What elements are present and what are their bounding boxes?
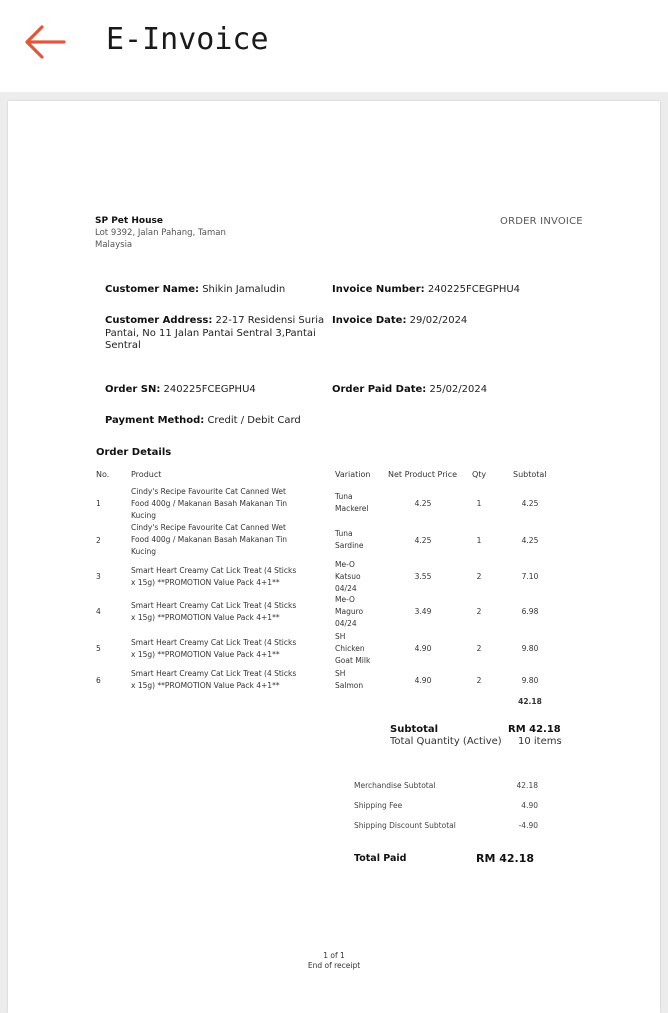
- row-qty: 1: [476, 536, 482, 545]
- order-details-title: Order Details: [96, 447, 172, 458]
- product-line: x 15g) **PROMOTION Value Pack 4+1**: [131, 681, 280, 690]
- shipping-fee-label: Shipping Fee: [354, 801, 403, 810]
- row-product: [131, 486, 331, 522]
- variation-line: Maguro: [335, 607, 364, 616]
- row-qty: 2: [476, 607, 482, 616]
- row-product: [131, 522, 331, 558]
- subtotal-label: Subtotal: [390, 724, 439, 735]
- paid-date-field: [332, 384, 487, 397]
- product-line: x 15g) **PROMOTION Value Pack 4+1**: [131, 650, 280, 659]
- row-product: [131, 600, 331, 624]
- payment-method: Credit / Debit Card: [207, 415, 301, 426]
- row-variation: [335, 491, 369, 515]
- row-product: [131, 565, 331, 589]
- row-subtotal: 7.10: [521, 572, 539, 581]
- merchandise-subtotal-value: 42.18: [516, 781, 538, 790]
- row-variation: [335, 668, 363, 692]
- customer-name: Shikin Jamaludin: [202, 284, 286, 295]
- invoice-number: 240225FCEGPHU4: [427, 284, 521, 295]
- customer-address-line: 22-17 Residensi Suria: [215, 315, 325, 326]
- customer-name-label: Customer Name:: [105, 284, 199, 295]
- row-no: 6: [96, 676, 101, 685]
- row-price: 4.25: [414, 499, 432, 508]
- customer-address-field: [105, 315, 330, 353]
- payment-method-label: Payment Method:: [105, 415, 205, 426]
- product-line: Smart Heart Creamy Cat Lick Treat (4 Sticks: [131, 601, 297, 610]
- col-header-subtotal: Subtotal: [513, 470, 547, 479]
- invoice-number-field: [332, 284, 520, 297]
- row-variation: [335, 528, 364, 552]
- col-header-product: Product: [131, 470, 162, 479]
- row-price: 4.25: [414, 536, 432, 545]
- payment-method-field: [105, 415, 301, 428]
- row-qty: 2: [476, 644, 482, 653]
- product-line: Food 400g / Makanan Basah Makanan Tin: [131, 499, 288, 508]
- col-header-variation: Variation: [335, 470, 371, 479]
- product-line: Smart Heart Creamy Cat Lick Treat (4 Sticks: [131, 669, 297, 678]
- row-qty: 1: [476, 499, 482, 508]
- variation-line: Salmon: [335, 681, 364, 690]
- page-number: 1 of 1: [323, 951, 345, 960]
- order-sn-field: [105, 384, 256, 397]
- row-product: [131, 637, 331, 661]
- row-subtotal: 4.25: [521, 499, 539, 508]
- row-price: 4.90: [414, 676, 432, 685]
- invoice-date: 29/02/2024: [409, 315, 468, 326]
- variation-line: 04/24: [335, 619, 357, 628]
- product-line: Smart Heart Creamy Cat Lick Treat (4 Sticks: [131, 566, 297, 575]
- row-qty: 2: [476, 572, 482, 581]
- paid-date: 25/02/2024: [429, 384, 488, 395]
- product-line: x 15g) **PROMOTION Value Pack 4+1**: [131, 613, 280, 622]
- seller-address-line: Lot 9392, Jalan Pahang, Taman: [95, 228, 226, 238]
- back-button[interactable]: [20, 22, 70, 62]
- product-line: Kucing: [131, 547, 157, 556]
- variation-line: SH: [335, 632, 346, 641]
- order-sn: 240225FCEGPHU4: [163, 384, 256, 395]
- document-type: ORDER INVOICE: [500, 216, 583, 227]
- invoice-number-label: Invoice Number:: [332, 284, 425, 295]
- row-subtotal: 9.80: [521, 644, 539, 653]
- shipping-discount-label: Shipping Discount Subtotal: [354, 821, 456, 830]
- variation-line: 04/24: [335, 584, 357, 593]
- product-line: Cindy's Recipe Favourite Cat Canned Wet: [131, 523, 286, 532]
- row-no: 2: [96, 536, 101, 545]
- row-no: 4: [96, 607, 101, 616]
- variation-line: Tuna: [335, 492, 353, 501]
- variation-line: Sardine: [335, 541, 364, 550]
- variation-line: Goat Milk: [335, 656, 371, 665]
- total-paid-value: RM 42.18: [476, 852, 535, 865]
- items-column-total: 42.18: [518, 697, 542, 706]
- customer-address-line: Pantai, No 11 Jalan Pantai Sentral 3,Pantai: [105, 327, 316, 339]
- total-quantity-value: 10 items: [518, 736, 562, 747]
- page-title: E-Invoice: [106, 22, 269, 57]
- variation-line: Mackerel: [335, 504, 369, 513]
- receipt-footer: [284, 951, 384, 971]
- row-price: 3.55: [414, 572, 432, 581]
- merchandise-subtotal-label: Merchandise Subtotal: [354, 781, 436, 790]
- subtotal-value: RM 42.18: [508, 724, 561, 735]
- shipping-fee-value: 4.90: [521, 801, 538, 810]
- row-no: 1: [96, 499, 101, 508]
- variation-line: Chicken: [335, 644, 365, 653]
- variation-line: SH: [335, 669, 346, 678]
- row-variation: [335, 594, 363, 630]
- variation-line: Me-O: [335, 560, 355, 569]
- product-line: Food 400g / Makanan Basah Makanan Tin: [131, 535, 288, 544]
- product-line: Smart Heart Creamy Cat Lick Treat (4 Sticks: [131, 638, 297, 647]
- row-qty: 2: [476, 676, 482, 685]
- variation-line: Tuna: [335, 529, 353, 538]
- row-subtotal: 9.80: [521, 676, 539, 685]
- customer-address-label: Customer Address:: [105, 315, 213, 326]
- col-header-qty: Qty: [472, 470, 487, 479]
- customer-name-field: [105, 284, 285, 297]
- arrow-left-icon: [20, 22, 70, 62]
- row-no: 3: [96, 572, 101, 581]
- row-variation: [335, 559, 361, 595]
- row-variation: [335, 631, 370, 667]
- row-no: 5: [96, 644, 101, 653]
- end-of-receipt: End of receipt: [307, 961, 361, 970]
- col-header-price: Net Product Price: [388, 470, 458, 479]
- invoice-date-label: Invoice Date:: [332, 315, 407, 326]
- paid-date-label: Order Paid Date:: [332, 384, 427, 395]
- row-subtotal: 6.98: [521, 607, 539, 616]
- shipping-discount-value: -4.90: [518, 821, 538, 830]
- row-subtotal: 4.25: [521, 536, 539, 545]
- row-price: 4.90: [414, 644, 432, 653]
- invoice-date-field: [332, 315, 467, 328]
- invoice-document: [8, 101, 660, 1013]
- seller-name: SP Pet House: [95, 216, 163, 226]
- variation-line: Katsuo: [335, 572, 361, 581]
- variation-line: Me-O: [335, 595, 355, 604]
- order-sn-label: Order SN:: [105, 384, 161, 395]
- row-price: 3.49: [414, 607, 432, 616]
- seller-address: [95, 228, 265, 251]
- product-line: x 15g) **PROMOTION Value Pack 4+1**: [131, 578, 280, 587]
- row-product: [131, 668, 331, 692]
- product-line: Cindy's Recipe Favourite Cat Canned Wet: [131, 487, 286, 496]
- product-line: Kucing: [131, 511, 157, 520]
- total-paid-label: Total Paid: [354, 853, 407, 864]
- customer-address-line: Sentral: [105, 340, 141, 351]
- col-header-no: No.: [96, 470, 110, 479]
- app-bar: [0, 0, 668, 92]
- seller-address-line: Malaysia: [95, 239, 133, 250]
- total-quantity-label: Total Quantity (Active): [390, 736, 502, 747]
